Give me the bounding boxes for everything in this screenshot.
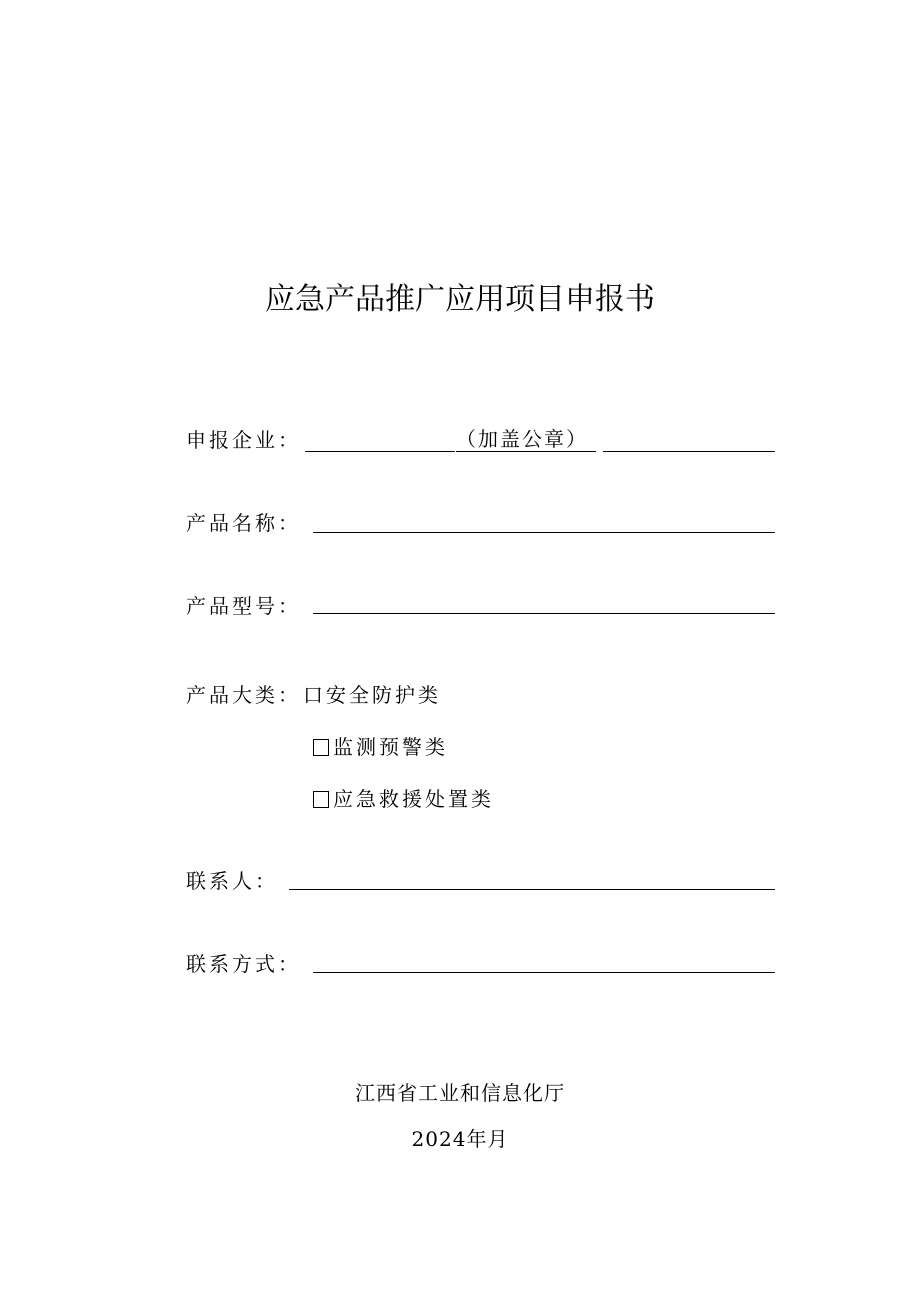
checkbox-icon[interactable]: [313, 791, 329, 808]
company-underline-right[interactable]: [603, 451, 775, 452]
category-option-rescue[interactable]: [313, 785, 494, 813]
category-option-monitoring[interactable]: [313, 733, 448, 761]
company-underline-left[interactable]: [305, 451, 455, 452]
issue-date: 2024年月: [411, 1127, 509, 1151]
category-label: 产品大类：: [186, 683, 301, 707]
product-name-label: 产品名称：: [186, 511, 301, 535]
company-stamp-underline: [456, 451, 596, 452]
company-stamp-note: （加盖公章）: [456, 427, 588, 451]
document-title: 应急产品推广应用项目申报书: [265, 282, 655, 317]
category-option-label: 口安全防护类: [303, 683, 441, 707]
contact-person-label: 联系人：: [186, 869, 278, 893]
category-option-label: 应急救援处置类: [333, 787, 494, 811]
company-label: 申报企业：: [186, 428, 301, 452]
contact-method-label: 联系方式：: [186, 952, 301, 976]
contact-method-field[interactable]: [313, 972, 775, 973]
product-model-field[interactable]: [313, 613, 775, 614]
product-name-field[interactable]: [313, 532, 775, 533]
category-option-safety[interactable]: [303, 681, 441, 709]
contact-person-field[interactable]: [289, 889, 775, 890]
issuing-department: 江西省工业和信息化厅: [355, 1081, 565, 1105]
product-model-label: 产品型号：: [186, 594, 301, 618]
checkbox-icon[interactable]: [313, 739, 329, 756]
category-option-label: 监测预警类: [333, 735, 448, 759]
